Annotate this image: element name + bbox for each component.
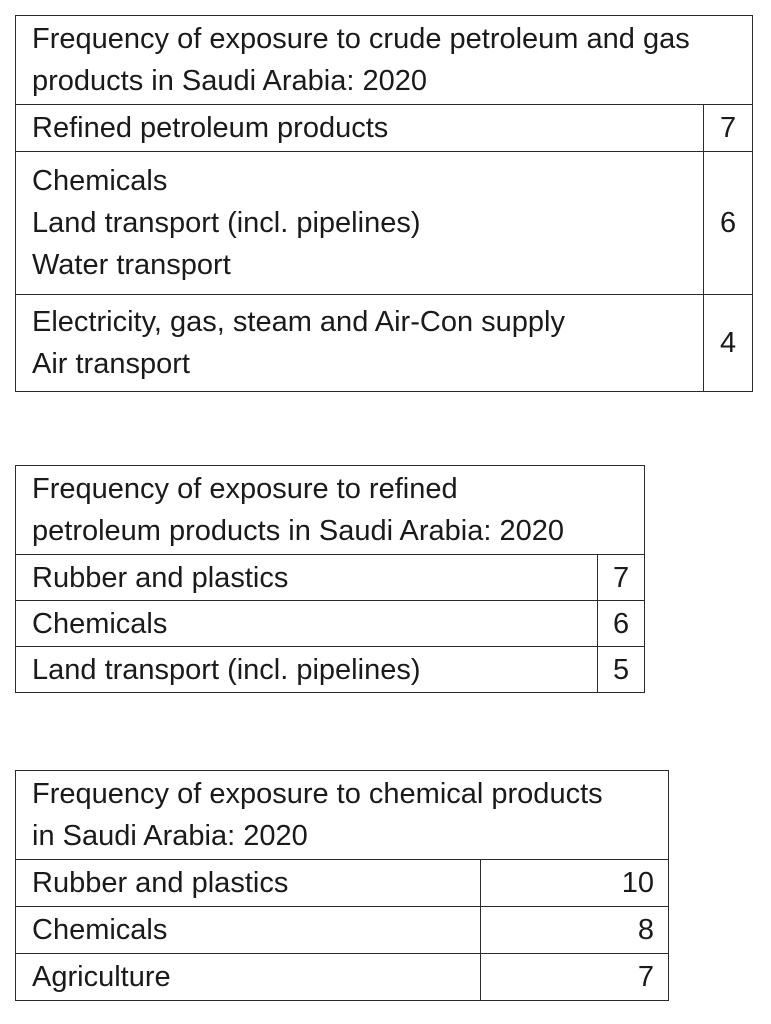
frequency-value: 8 [481,907,669,954]
frequency-value: 6 [598,601,645,647]
frequency-value: 6 [704,152,753,295]
sector-name: Chemicals [16,907,481,954]
table-row [16,555,645,601]
title-line: in Saudi Arabia: 2020 [32,820,308,852]
title-line: Frequency of exposure to crude petroleum and gas [32,23,690,55]
table-row [16,907,669,954]
sector-name: Rubber and plastics [16,555,598,601]
table-title [16,466,645,555]
title-line: petroleum products in Saudi Arabia: 2020 [32,515,565,547]
sector-name: Rubber and plastics [16,860,481,907]
frequency-value: 10 [481,860,669,907]
crude-petroleum-exposure-table [15,15,753,392]
table-header-row [16,466,645,555]
table-row [16,152,753,295]
frequency-value: 5 [598,647,645,693]
table-title [16,16,753,105]
sector-name: Chemicals [16,601,598,647]
sector-name: Agriculture [16,954,481,1001]
frequency-value: 7 [704,105,753,152]
table-row [16,105,753,152]
table-row [16,954,669,1001]
title-line: products in Saudi Arabia: 2020 [32,65,427,97]
sector-name: Air transport [32,348,190,380]
table-row [16,647,645,693]
sector-name: Chemicals [32,165,168,197]
table-row [16,295,753,392]
frequency-value: 7 [598,555,645,601]
sector-cell [16,152,704,295]
table-header-row [16,771,669,860]
title-line: Frequency of exposure to chemical products [32,778,603,810]
refined-petroleum-exposure-table [15,465,645,693]
title-line: Frequency of exposure to refined [32,473,458,505]
frequency-value: 4 [704,295,753,392]
table-row [16,601,645,647]
table-header-row [16,16,753,105]
sector-name: Land transport (incl. pipelines) [16,647,598,693]
sector-name: Land transport (incl. pipelines) [32,207,421,239]
sector-name: Electricity, gas, steam and Air-Con supply [32,306,565,338]
frequency-value: 7 [481,954,669,1001]
sector-name: Water transport [32,249,231,281]
table-title [16,771,669,860]
chemical-products-exposure-table [15,770,669,1001]
sector-cell [16,295,704,392]
sector-cell [16,105,704,152]
table-row [16,860,669,907]
sector-name: Refined petroleum products [32,112,389,144]
